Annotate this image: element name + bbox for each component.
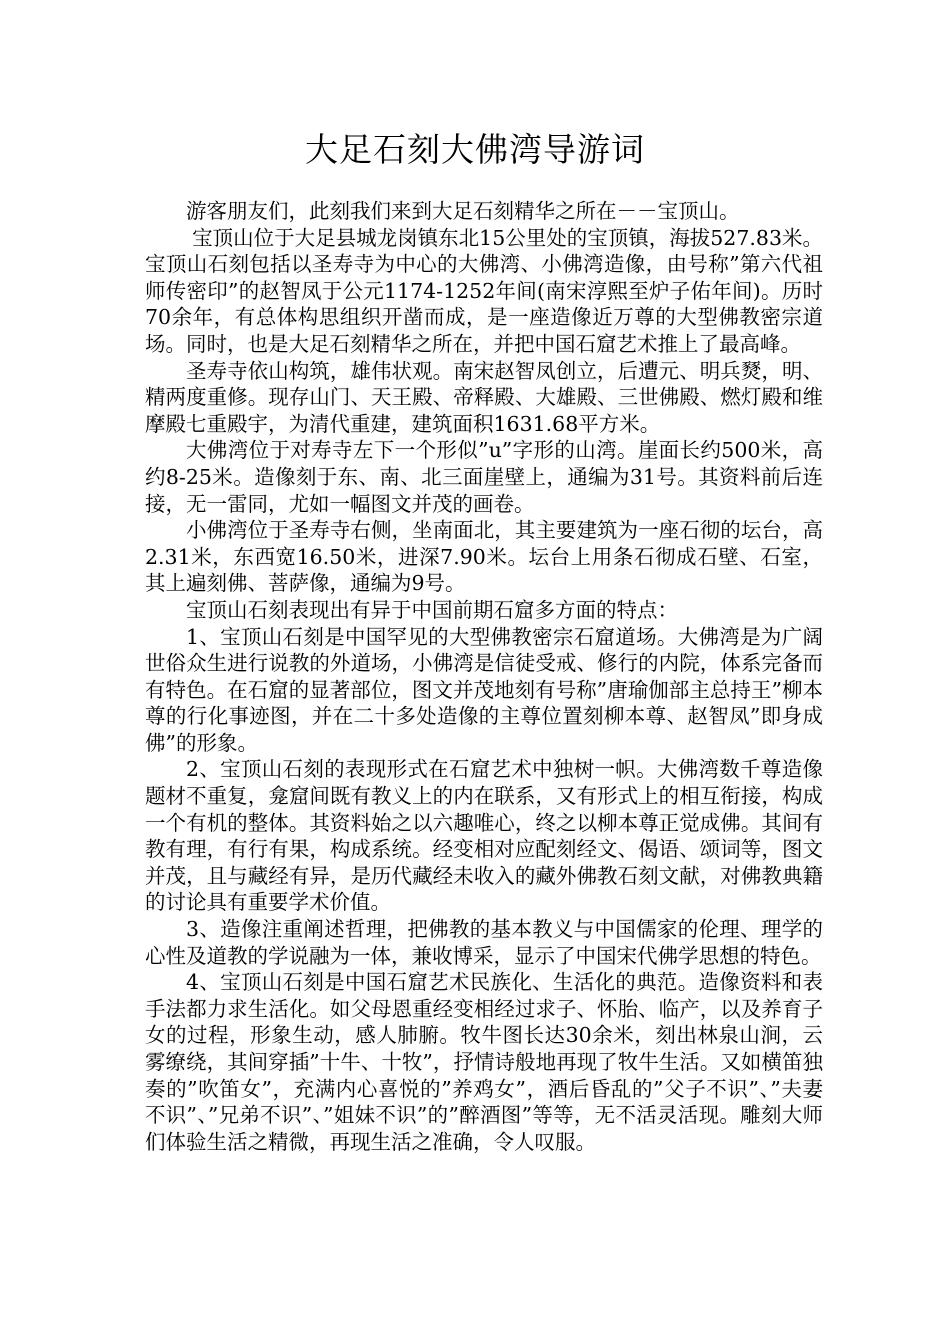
paragraph-feature-2: 2、宝顶山石刻的表现形式在石窟艺术中独树一帜。大佛湾数千尊造像题材不重复，龛窟间既有教义上的内在联系，又有形式上的相互衔接，构成一个有机的整体。其资料始之以六趣唯心，终之以柳本尊正觉成佛。其间有教有理，有行有果，构成系统。经变相对应配刻经文、偈语、颂词等，图文并茂，且与藏经有异，是历代藏经未收入的藏外佛教石刻文献，对佛教典籍的讨论具有重要学术价值。: [145, 757, 823, 915]
document-title: 大足石刻大佛湾导游词: [305, 130, 645, 169]
paragraph-feature-1: 1、宝顶山石刻是中国罕见的大型佛教密宗石窟道场。大佛湾是为广阔世俗众生进行说教的外道场，小佛湾是信徒受戒、修行的内院，体系完备而有特色。在石窟的显著部位，图文并茂地刻有号称”唐瑜伽部主总持王”柳本尊的行化事迹图，并在二十多处造像的主尊位置刻柳本尊、赵智凤”即身成佛”的形象。: [145, 624, 823, 755]
paragraph-baodingshan: 宝顶山位于大足县城龙岗镇东北15公里处的宝顶镇，海拔527.83米。宝顶山石刻包括以圣寿寺为中心的大佛湾、小佛湾造像，由号称”第六代祖师传密印”的赵智凤于公元1174-1252年间(南宋淳熙至炉子佑年间)。历时70余年，有总体构思组织开凿而成，是一座造像近万尊的大型佛教密宗道场。同时，也是大足石刻精华之所在，并把中国石窟艺术推上了最高峰。: [145, 225, 823, 356]
paragraph-feature-3: 3、造像注重阐述哲理，把佛教的基本教义与中国儒家的伦理、理学的心性及道教的学说融为一体，兼收博采，显示了中国宋代佛学思想的特色。: [145, 917, 823, 968]
paragraph-xiaofowan: 小佛湾位于圣寿寺右侧，坐南面北，其主要建筑为一座石彻的坛台，高2.31米，东西宽16.50米，进深7.90米。坛台上用条石彻成石壁、石室，其上遍刻佛、菩萨像，通编为9号。: [145, 518, 823, 596]
paragraph-feature-4: 4、宝顶山石刻是中国石窟艺术民族化、生活化的典范。造像资料和表手法都力求生活化。如父母恩重经变相经过求子、怀胎、临产，以及养育子女的过程，形象生动，感人肺腑。牧牛图长达30余米，刻出林泉山涧，云雾缭绕，其间穿插”十牛、十牧”，抒情诗般地再现了牧牛生活。又如横笛独奏的”吹笛女”，充满内心喜悦的”养鸡女”，酒后昏乱的”父子不识”、”夫妻不识”、”兄弟不识”、”姐妹不识”的”醉酒图”等等，无不活灵活现。雕刻大师们体验生活之精微，再现生活之准确，令人叹服。: [145, 970, 823, 1154]
paragraph-dafowan: 大佛湾位于对寿寺左下一个形似”u”字形的山湾。崖面长约500米，高约8-25米。造像刻于东、南、北三面崖壁上，通编为31号。其资料前后连接，无一雷同，尤如一幅图文并茂的画卷。: [145, 438, 823, 516]
paragraph-shengshou-temple: 圣寿寺依山构筑，雄伟状观。南宋赵智凤创立，后遭元、明兵燹，明、精两度重修。现存山门、天王殿、帝释殿、大雄殿、三世佛殿、燃灯殿和维摩殿七重殿宇，为清代重建，建筑面积1631.68平方米。: [145, 358, 823, 436]
paragraph-intro: 游客朋友们，此刻我们来到大足石刻精华之所在－－宝顶山。: [186, 199, 740, 223]
document-body: [145, 198, 823, 1155]
paragraph-features-intro: 宝顶山石刻表现出有异于中国前期石窟多方面的特点：: [186, 597, 678, 622]
